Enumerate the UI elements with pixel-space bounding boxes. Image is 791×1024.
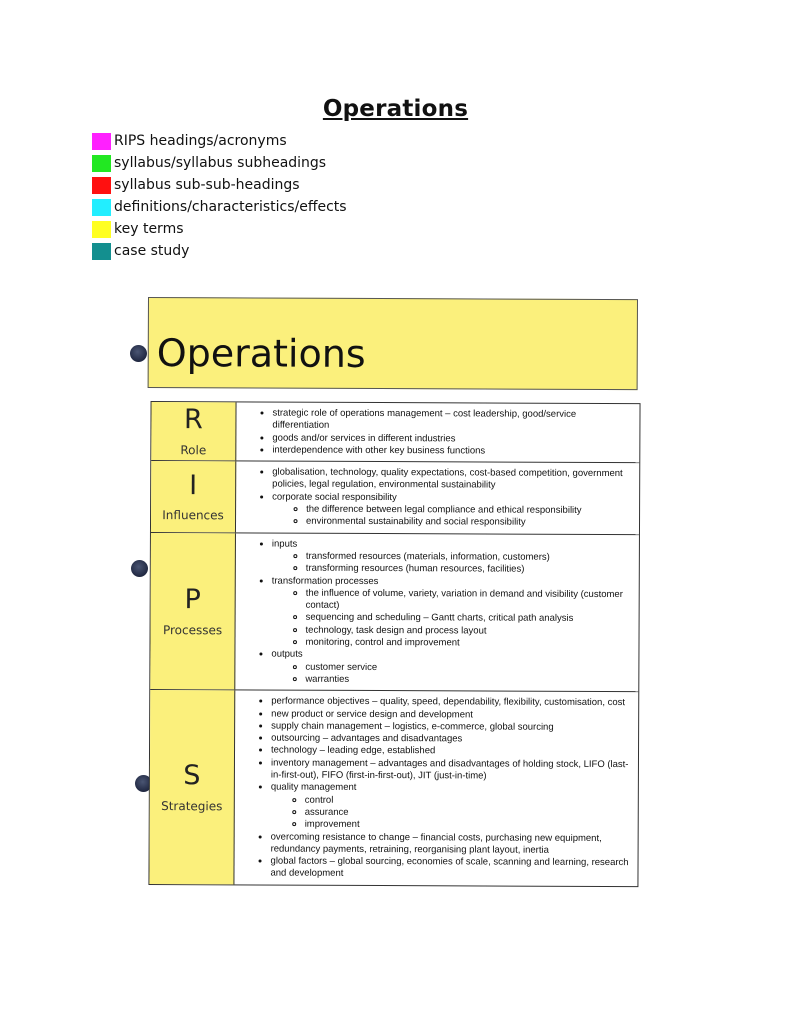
rips-table bbox=[148, 401, 640, 887]
bullet-list bbox=[236, 407, 635, 458]
legend-swatch bbox=[92, 177, 111, 194]
rips-heading-cell bbox=[150, 533, 236, 690]
legend-item bbox=[92, 218, 347, 240]
legend-item bbox=[92, 152, 347, 174]
sub-bullet-item: ◦ the influence of volume, variety, variation in demand and visibility (customer contact) bbox=[306, 588, 635, 614]
bullet-text: corporate social responsibility bbox=[272, 491, 397, 503]
legend-label: key terms bbox=[114, 221, 184, 237]
sub-bullet-item: ◦ transformed resources (materials, information, customers) bbox=[306, 551, 635, 565]
sub-bullet-list bbox=[271, 794, 634, 832]
rips-heading: Role bbox=[180, 443, 207, 458]
bullet-text: outputs bbox=[271, 648, 303, 661]
legend-swatch bbox=[92, 243, 111, 260]
sub-bullet-item: ◦ control bbox=[305, 794, 634, 808]
legend-swatch bbox=[92, 199, 111, 216]
bullet-text: interdependence with other key business functions bbox=[272, 444, 486, 457]
binder-hole-top bbox=[130, 345, 147, 362]
rips-content-cell bbox=[234, 691, 638, 886]
bullet-list bbox=[234, 696, 634, 882]
bullet-text: transformation processes bbox=[271, 575, 379, 587]
rips-letter: S bbox=[183, 760, 201, 792]
rips-heading-cell bbox=[151, 461, 236, 532]
sub-bullet-item: ◦ improvement bbox=[305, 819, 634, 833]
bullet-text: global factors – global sourcing, economies of scale, scanning and learning, research and development bbox=[270, 855, 629, 880]
rips-heading: Strategies bbox=[161, 798, 223, 814]
sub-bullet-item: ◦ monitoring, control and improvement bbox=[305, 637, 634, 651]
rips-heading-cell bbox=[149, 690, 235, 884]
rips-content-cell bbox=[236, 402, 639, 462]
binder-hole-middle bbox=[131, 560, 148, 577]
sub-bullet-item: ◦ technology, task design and process layout bbox=[306, 624, 635, 638]
scanned-rips-sheet bbox=[145, 297, 642, 911]
sub-bullet-item: ◦ environmental sustainability and social responsibility bbox=[306, 516, 635, 530]
bullet-list bbox=[236, 467, 635, 530]
sub-bullet-list bbox=[272, 504, 635, 530]
sub-bullet-item: ◦ assurance bbox=[305, 807, 634, 821]
sub-bullet-item: ◦ transforming resources (human resources, facilities) bbox=[306, 563, 635, 577]
legend-label: syllabus/syllabus subheadings bbox=[114, 155, 327, 171]
bullet-text: technology – leading edge, established bbox=[270, 744, 436, 757]
bullet-text: supply chain management – logistics, e-commerce, global sourcing bbox=[271, 720, 554, 733]
legend-item bbox=[92, 174, 347, 196]
bullet-text: inputs bbox=[271, 538, 298, 550]
legend-swatch bbox=[92, 221, 111, 238]
rips-letter: I bbox=[189, 469, 198, 501]
rips-heading: Processes bbox=[162, 622, 223, 638]
rips-row bbox=[150, 532, 639, 692]
rips-row bbox=[151, 460, 639, 534]
sub-bullet-item: ◦ warranties bbox=[305, 674, 634, 688]
legend-item bbox=[92, 130, 347, 152]
legend-label: syllabus sub-sub-headings bbox=[114, 177, 300, 193]
rips-letter: R bbox=[184, 404, 203, 436]
sub-bullet-item: ◦ customer service bbox=[305, 661, 634, 675]
bullet-text: overcoming resistance to change – financial costs, purchasing new equipment, redundancy payments, retraining, reorganising plant layout, inertia bbox=[270, 831, 602, 856]
bullet-text: new product or service design and development bbox=[271, 708, 473, 720]
bullet-item bbox=[272, 408, 635, 434]
sub-bullet-list bbox=[271, 661, 634, 687]
sub-bullet-list bbox=[271, 587, 634, 650]
sub-bullet-item: ◦ sequencing and scheduling – Gantt charts, critical path analysis bbox=[306, 612, 635, 626]
bullet-text: performance objectives – quality, speed, dependability, flexibility, customisation, cost bbox=[271, 695, 626, 709]
operations-banner bbox=[148, 297, 638, 390]
banner-title: Operations bbox=[156, 331, 366, 376]
rips-row bbox=[149, 689, 638, 886]
rips-heading: Influences bbox=[162, 508, 224, 523]
legend-swatch bbox=[92, 155, 111, 172]
legend-label: definitions/characteristics/effects bbox=[114, 199, 347, 215]
bullet-item bbox=[272, 538, 635, 576]
legend-swatch bbox=[92, 133, 111, 150]
bullet-item bbox=[272, 467, 635, 493]
bullet-item bbox=[271, 575, 634, 650]
rips-heading-cell bbox=[151, 402, 236, 461]
page-title: Operations bbox=[322, 96, 469, 122]
bullet-item bbox=[271, 782, 634, 833]
legend-item bbox=[92, 240, 347, 262]
sub-bullet-list bbox=[272, 551, 635, 577]
sub-bullet-item: ◦ the difference between legal compliance and ethical responsibility bbox=[306, 504, 635, 518]
bullet-item bbox=[271, 757, 634, 783]
bullet-item bbox=[271, 831, 634, 857]
bullet-text: inventory management – advantages and disadvantages of holding stock, LIFO (last-in-first-out), FIFO (first-in-first-out), JIT (just-in-time) bbox=[270, 757, 629, 782]
bullet-list bbox=[235, 538, 635, 687]
legend-label: case study bbox=[114, 243, 190, 259]
bullet-item bbox=[272, 444, 635, 458]
rips-row bbox=[151, 402, 639, 462]
bullet-item bbox=[271, 649, 634, 687]
rips-content-cell bbox=[235, 533, 639, 691]
rips-content-cell bbox=[236, 462, 639, 534]
legend-item bbox=[92, 196, 347, 218]
rips-letter: P bbox=[184, 584, 201, 616]
bullet-text: quality management bbox=[270, 781, 357, 794]
bullet-text: outsourcing – advantages and disadvantages bbox=[271, 732, 463, 745]
color-legend bbox=[92, 130, 347, 262]
bullet-text: globalisation, technology, quality expectations, cost-based competition, government policies, legal regulation, environmental sustainability bbox=[272, 466, 623, 492]
bullet-item bbox=[272, 491, 635, 529]
bullet-item bbox=[270, 856, 633, 882]
bullet-text: goods and/or services in different industries bbox=[272, 432, 456, 444]
legend-label: RIPS headings/acronyms bbox=[114, 133, 287, 149]
bullet-text: strategic role of operations management – cost leadership, good/service differentiation bbox=[272, 407, 577, 432]
